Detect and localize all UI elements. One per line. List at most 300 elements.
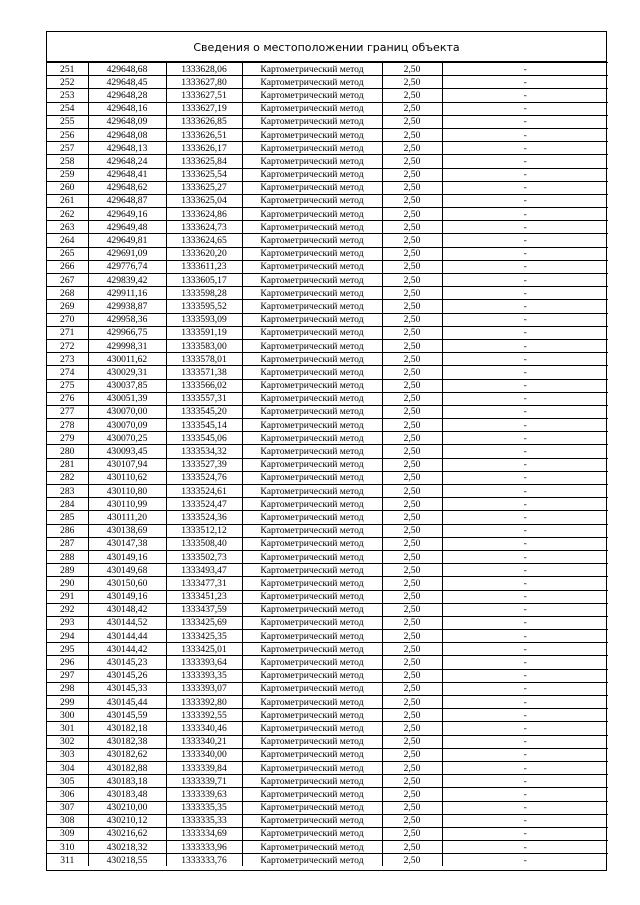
y-coordinate-cell: 1333628,06 (166, 63, 242, 76)
description-cell: - (442, 155, 608, 168)
description-cell: - (442, 63, 608, 76)
method-cell: Картометрический метод (242, 511, 382, 524)
accuracy-cell: 2,50 (382, 115, 442, 128)
description-cell: - (442, 181, 608, 194)
table-row (47, 379, 608, 392)
table-row (47, 511, 608, 524)
point-number-cell: 276 (47, 392, 88, 405)
y-coordinate-cell: 1333566,02 (166, 379, 242, 392)
y-coordinate-cell: 1333591,19 (166, 326, 242, 339)
table-row (47, 616, 608, 629)
x-coordinate-cell: 430144,44 (88, 630, 166, 643)
table-row (47, 313, 608, 326)
method-cell: Картометрический метод (242, 168, 382, 181)
point-number-cell: 253 (47, 89, 88, 102)
method-cell: Картометрический метод (242, 458, 382, 471)
table-row (47, 260, 608, 273)
point-number-cell: 259 (47, 168, 88, 181)
table-row (47, 841, 608, 854)
y-coordinate-cell: 1333524,76 (166, 471, 242, 484)
x-coordinate-cell: 430147,38 (88, 537, 166, 550)
y-coordinate-cell: 1333626,85 (166, 115, 242, 128)
y-coordinate-cell: 1333493,47 (166, 564, 242, 577)
point-number-cell: 305 (47, 775, 88, 788)
method-cell: Картометрический метод (242, 841, 382, 854)
x-coordinate-cell: 430070,00 (88, 405, 166, 418)
table-row (47, 445, 608, 458)
table-row (47, 155, 608, 168)
table-row (47, 537, 608, 550)
x-coordinate-cell: 430150,60 (88, 577, 166, 590)
method-cell: Картометрический метод (242, 221, 382, 234)
description-cell: - (442, 313, 608, 326)
method-cell: Картометрический метод (242, 339, 382, 352)
description-cell: - (442, 550, 608, 563)
table-row (47, 827, 608, 840)
x-coordinate-cell: 430144,42 (88, 643, 166, 656)
point-number-cell: 286 (47, 524, 88, 537)
accuracy-cell: 2,50 (382, 669, 442, 682)
description-cell: - (442, 247, 608, 260)
table-row (47, 326, 608, 339)
method-cell: Картометрический метод (242, 630, 382, 643)
y-coordinate-cell: 1333335,33 (166, 814, 242, 827)
accuracy-cell: 2,50 (382, 234, 442, 247)
description-cell: - (442, 709, 608, 722)
description-cell: - (442, 419, 608, 432)
description-cell: - (442, 841, 608, 854)
point-number-cell: 295 (47, 643, 88, 656)
y-coordinate-cell: 1333512,12 (166, 524, 242, 537)
accuracy-cell: 2,50 (382, 775, 442, 788)
point-number-cell: 256 (47, 128, 88, 141)
table-row (47, 682, 608, 695)
table-row (47, 76, 608, 89)
point-number-cell: 297 (47, 669, 88, 682)
method-cell: Картометрический метод (242, 76, 382, 89)
point-number-cell: 269 (47, 300, 88, 313)
x-coordinate-cell: 429648,41 (88, 168, 166, 181)
x-coordinate-cell: 430183,18 (88, 775, 166, 788)
description-cell: - (442, 775, 608, 788)
method-cell: Картометрический метод (242, 379, 382, 392)
y-coordinate-cell: 1333393,07 (166, 682, 242, 695)
table-row (47, 102, 608, 115)
description-cell: - (442, 115, 608, 128)
y-coordinate-cell: 1333593,09 (166, 313, 242, 326)
point-number-cell: 294 (47, 630, 88, 643)
y-coordinate-cell: 1333340,00 (166, 748, 242, 761)
y-coordinate-cell: 1333626,17 (166, 142, 242, 155)
description-cell: - (442, 458, 608, 471)
y-coordinate-cell: 1333595,52 (166, 300, 242, 313)
point-number-cell: 268 (47, 287, 88, 300)
point-number-cell: 255 (47, 115, 88, 128)
description-cell: - (442, 379, 608, 392)
description-cell: - (442, 735, 608, 748)
method-cell: Картометрический метод (242, 577, 382, 590)
description-cell: - (442, 511, 608, 524)
x-coordinate-cell: 429649,16 (88, 208, 166, 221)
y-coordinate-cell: 1333339,84 (166, 761, 242, 774)
x-coordinate-cell: 430070,09 (88, 419, 166, 432)
point-number-cell: 282 (47, 471, 88, 484)
method-cell: Картометрический метод (242, 643, 382, 656)
table-row (47, 590, 608, 603)
description-cell: - (442, 603, 608, 616)
y-coordinate-cell: 1333393,64 (166, 656, 242, 669)
method-cell: Картометрический метод (242, 432, 382, 445)
point-number-cell: 280 (47, 445, 88, 458)
accuracy-cell: 2,50 (382, 274, 442, 287)
accuracy-cell: 2,50 (382, 550, 442, 563)
accuracy-cell: 2,50 (382, 339, 442, 352)
y-coordinate-cell: 1333627,80 (166, 76, 242, 89)
method-cell: Картометрический метод (242, 550, 382, 563)
point-number-cell: 285 (47, 511, 88, 524)
y-coordinate-cell: 1333620,20 (166, 247, 242, 260)
description-cell: - (442, 76, 608, 89)
accuracy-cell: 2,50 (382, 142, 442, 155)
accuracy-cell: 2,50 (382, 524, 442, 537)
x-coordinate-cell: 430210,12 (88, 814, 166, 827)
x-coordinate-cell: 429648,62 (88, 181, 166, 194)
description-cell: - (442, 208, 608, 221)
method-cell: Картометрический метод (242, 89, 382, 102)
x-coordinate-cell: 429776,74 (88, 260, 166, 273)
description-cell: - (442, 300, 608, 313)
description-cell: - (442, 643, 608, 656)
description-cell: - (442, 102, 608, 115)
accuracy-cell: 2,50 (382, 300, 442, 313)
method-cell: Картометрический метод (242, 274, 382, 287)
y-coordinate-cell: 1333451,23 (166, 590, 242, 603)
point-number-cell: 289 (47, 564, 88, 577)
description-cell: - (442, 630, 608, 643)
x-coordinate-cell: 429938,87 (88, 300, 166, 313)
accuracy-cell: 2,50 (382, 445, 442, 458)
y-coordinate-cell: 1333502,73 (166, 550, 242, 563)
description-cell: - (442, 722, 608, 735)
description-cell: - (442, 524, 608, 537)
point-number-cell: 301 (47, 722, 88, 735)
method-cell: Картометрический метод (242, 722, 382, 735)
y-coordinate-cell: 1333425,69 (166, 616, 242, 629)
point-number-cell: 291 (47, 590, 88, 603)
page-title: Сведения о местоположении границ объекта (47, 32, 606, 62)
description-cell: - (442, 445, 608, 458)
x-coordinate-cell: 430183,48 (88, 788, 166, 801)
method-cell: Картометрический метод (242, 485, 382, 498)
method-cell: Картометрический метод (242, 656, 382, 669)
y-coordinate-cell: 1333545,14 (166, 419, 242, 432)
point-number-cell: 266 (47, 260, 88, 273)
y-coordinate-cell: 1333524,36 (166, 511, 242, 524)
point-number-cell: 303 (47, 748, 88, 761)
table-row (47, 788, 608, 801)
y-coordinate-cell: 1333611,23 (166, 260, 242, 273)
method-cell: Картометрический метод (242, 142, 382, 155)
accuracy-cell: 2,50 (382, 260, 442, 273)
table-row (47, 577, 608, 590)
accuracy-cell: 2,50 (382, 564, 442, 577)
method-cell: Картометрический метод (242, 498, 382, 511)
x-coordinate-cell: 430144,52 (88, 616, 166, 629)
description-cell: - (442, 682, 608, 695)
accuracy-cell: 2,50 (382, 313, 442, 326)
description-cell: - (442, 761, 608, 774)
x-coordinate-cell: 430182,38 (88, 735, 166, 748)
table-row (47, 524, 608, 537)
accuracy-cell: 2,50 (382, 208, 442, 221)
x-coordinate-cell: 429958,36 (88, 313, 166, 326)
method-cell: Картометрический метод (242, 300, 382, 313)
point-number-cell: 264 (47, 234, 88, 247)
description-cell: - (442, 194, 608, 207)
accuracy-cell: 2,50 (382, 76, 442, 89)
accuracy-cell: 2,50 (382, 168, 442, 181)
accuracy-cell: 2,50 (382, 656, 442, 669)
table-row (47, 432, 608, 445)
y-coordinate-cell: 1333339,63 (166, 788, 242, 801)
point-number-cell: 288 (47, 550, 88, 563)
method-cell: Картометрический метод (242, 761, 382, 774)
accuracy-cell: 2,50 (382, 247, 442, 260)
method-cell: Картометрический метод (242, 682, 382, 695)
method-cell: Картометрический метод (242, 326, 382, 339)
description-cell: - (442, 537, 608, 550)
method-cell: Картометрический метод (242, 63, 382, 76)
y-coordinate-cell: 1333477,31 (166, 577, 242, 590)
table-row (47, 761, 608, 774)
method-cell: Картометрический метод (242, 287, 382, 300)
description-cell: - (442, 564, 608, 577)
y-coordinate-cell: 1333571,38 (166, 366, 242, 379)
point-number-cell: 296 (47, 656, 88, 669)
x-coordinate-cell: 429839,42 (88, 274, 166, 287)
point-number-cell: 311 (47, 854, 88, 867)
table-row (47, 669, 608, 682)
accuracy-cell: 2,50 (382, 735, 442, 748)
point-number-cell: 265 (47, 247, 88, 260)
point-number-cell: 292 (47, 603, 88, 616)
accuracy-cell: 2,50 (382, 761, 442, 774)
table-row (47, 630, 608, 643)
accuracy-cell: 2,50 (382, 590, 442, 603)
method-cell: Картометрический метод (242, 353, 382, 366)
point-number-cell: 254 (47, 102, 88, 115)
description-cell: - (442, 577, 608, 590)
accuracy-cell: 2,50 (382, 722, 442, 735)
x-coordinate-cell: 429911,16 (88, 287, 166, 300)
table-row (47, 274, 608, 287)
accuracy-cell: 2,50 (382, 194, 442, 207)
x-coordinate-cell: 429998,31 (88, 339, 166, 352)
x-coordinate-cell: 430037,85 (88, 379, 166, 392)
method-cell: Картометрический метод (242, 616, 382, 629)
y-coordinate-cell: 1333527,39 (166, 458, 242, 471)
x-coordinate-cell: 430149,16 (88, 550, 166, 563)
method-cell: Картометрический метод (242, 788, 382, 801)
table-row (47, 498, 608, 511)
description-cell: - (442, 326, 608, 339)
accuracy-cell: 2,50 (382, 485, 442, 498)
y-coordinate-cell: 1333578,01 (166, 353, 242, 366)
method-cell: Картометрический метод (242, 366, 382, 379)
y-coordinate-cell: 1333545,20 (166, 405, 242, 418)
point-number-cell: 267 (47, 274, 88, 287)
point-number-cell: 287 (47, 537, 88, 550)
y-coordinate-cell: 1333340,21 (166, 735, 242, 748)
accuracy-cell: 2,50 (382, 128, 442, 141)
method-cell: Картометрический метод (242, 471, 382, 484)
x-coordinate-cell: 429966,75 (88, 326, 166, 339)
method-cell: Картометрический метод (242, 827, 382, 840)
accuracy-cell: 2,50 (382, 709, 442, 722)
table-row (47, 63, 608, 76)
x-coordinate-cell: 430149,68 (88, 564, 166, 577)
point-number-cell: 263 (47, 221, 88, 234)
y-coordinate-cell: 1333524,61 (166, 485, 242, 498)
point-number-cell: 257 (47, 142, 88, 155)
accuracy-cell: 2,50 (382, 419, 442, 432)
description-cell: - (442, 168, 608, 181)
x-coordinate-cell: 430138,69 (88, 524, 166, 537)
point-number-cell: 306 (47, 788, 88, 801)
point-number-cell: 304 (47, 761, 88, 774)
method-cell: Картометрический метод (242, 854, 382, 867)
accuracy-cell: 2,50 (382, 155, 442, 168)
y-coordinate-cell: 1333437,59 (166, 603, 242, 616)
point-number-cell: 277 (47, 405, 88, 418)
x-coordinate-cell: 430110,62 (88, 471, 166, 484)
description-cell: - (442, 814, 608, 827)
method-cell: Картометрический метод (242, 181, 382, 194)
method-cell: Картометрический метод (242, 313, 382, 326)
table-row (47, 405, 608, 418)
method-cell: Картометрический метод (242, 735, 382, 748)
accuracy-cell: 2,50 (382, 102, 442, 115)
description-cell: - (442, 801, 608, 814)
table-row (47, 128, 608, 141)
x-coordinate-cell: 430149,16 (88, 590, 166, 603)
point-number-cell: 279 (47, 432, 88, 445)
accuracy-cell: 2,50 (382, 89, 442, 102)
table-row (47, 89, 608, 102)
point-number-cell: 309 (47, 827, 88, 840)
table-row (47, 854, 608, 867)
y-coordinate-cell: 1333425,01 (166, 643, 242, 656)
x-coordinate-cell: 429648,87 (88, 194, 166, 207)
table-row (47, 814, 608, 827)
description-cell: - (442, 471, 608, 484)
point-number-cell: 284 (47, 498, 88, 511)
y-coordinate-cell: 1333392,55 (166, 709, 242, 722)
method-cell: Картометрический метод (242, 748, 382, 761)
method-cell: Картометрический метод (242, 696, 382, 709)
y-coordinate-cell: 1333557,31 (166, 392, 242, 405)
y-coordinate-cell: 1333624,73 (166, 221, 242, 234)
accuracy-cell: 2,50 (382, 854, 442, 867)
method-cell: Картометрический метод (242, 405, 382, 418)
table-row (47, 419, 608, 432)
x-coordinate-cell: 429648,16 (88, 102, 166, 115)
table-row (47, 471, 608, 484)
y-coordinate-cell: 1333333,76 (166, 854, 242, 867)
x-coordinate-cell: 430216,62 (88, 827, 166, 840)
table-row (47, 564, 608, 577)
x-coordinate-cell: 430070,25 (88, 432, 166, 445)
accuracy-cell: 2,50 (382, 458, 442, 471)
point-number-cell: 274 (47, 366, 88, 379)
method-cell: Картометрический метод (242, 247, 382, 260)
point-number-cell: 298 (47, 682, 88, 695)
point-number-cell: 262 (47, 208, 88, 221)
accuracy-cell: 2,50 (382, 616, 442, 629)
description-cell: - (442, 656, 608, 669)
x-coordinate-cell: 429649,81 (88, 234, 166, 247)
method-cell: Картометрический метод (242, 669, 382, 682)
x-coordinate-cell: 430145,23 (88, 656, 166, 669)
accuracy-cell: 2,50 (382, 630, 442, 643)
table-row (47, 485, 608, 498)
x-coordinate-cell: 430111,20 (88, 511, 166, 524)
description-cell: - (442, 696, 608, 709)
table-row (47, 208, 608, 221)
x-coordinate-cell: 430182,88 (88, 761, 166, 774)
point-number-cell: 299 (47, 696, 88, 709)
description-cell: - (442, 142, 608, 155)
accuracy-cell: 2,50 (382, 392, 442, 405)
point-number-cell: 251 (47, 63, 88, 76)
y-coordinate-cell: 1333605,17 (166, 274, 242, 287)
description-cell: - (442, 590, 608, 603)
x-coordinate-cell: 430210,00 (88, 801, 166, 814)
x-coordinate-cell: 430011,62 (88, 353, 166, 366)
method-cell: Картометрический метод (242, 603, 382, 616)
point-number-cell: 300 (47, 709, 88, 722)
description-cell: - (442, 485, 608, 498)
description-cell: - (442, 234, 608, 247)
accuracy-cell: 2,50 (382, 471, 442, 484)
point-number-cell: 258 (47, 155, 88, 168)
method-cell: Картометрический метод (242, 814, 382, 827)
y-coordinate-cell: 1333625,54 (166, 168, 242, 181)
table-row (47, 366, 608, 379)
method-cell: Картометрический метод (242, 445, 382, 458)
accuracy-cell: 2,50 (382, 181, 442, 194)
table-row (47, 287, 608, 300)
table-row (47, 353, 608, 366)
x-coordinate-cell: 430110,99 (88, 498, 166, 511)
y-coordinate-cell: 1333583,00 (166, 339, 242, 352)
method-cell: Картометрический метод (242, 128, 382, 141)
point-number-cell: 270 (47, 313, 88, 326)
method-cell: Картометрический метод (242, 102, 382, 115)
point-number-cell: 307 (47, 801, 88, 814)
point-number-cell: 302 (47, 735, 88, 748)
x-coordinate-cell: 430218,55 (88, 854, 166, 867)
table-row (47, 181, 608, 194)
method-cell: Картометрический метод (242, 524, 382, 537)
x-coordinate-cell: 429649,48 (88, 221, 166, 234)
accuracy-cell: 2,50 (382, 366, 442, 379)
x-coordinate-cell: 430145,44 (88, 696, 166, 709)
table-row (47, 709, 608, 722)
method-cell: Картометрический метод (242, 115, 382, 128)
x-coordinate-cell: 429691,09 (88, 247, 166, 260)
y-coordinate-cell: 1333393,35 (166, 669, 242, 682)
